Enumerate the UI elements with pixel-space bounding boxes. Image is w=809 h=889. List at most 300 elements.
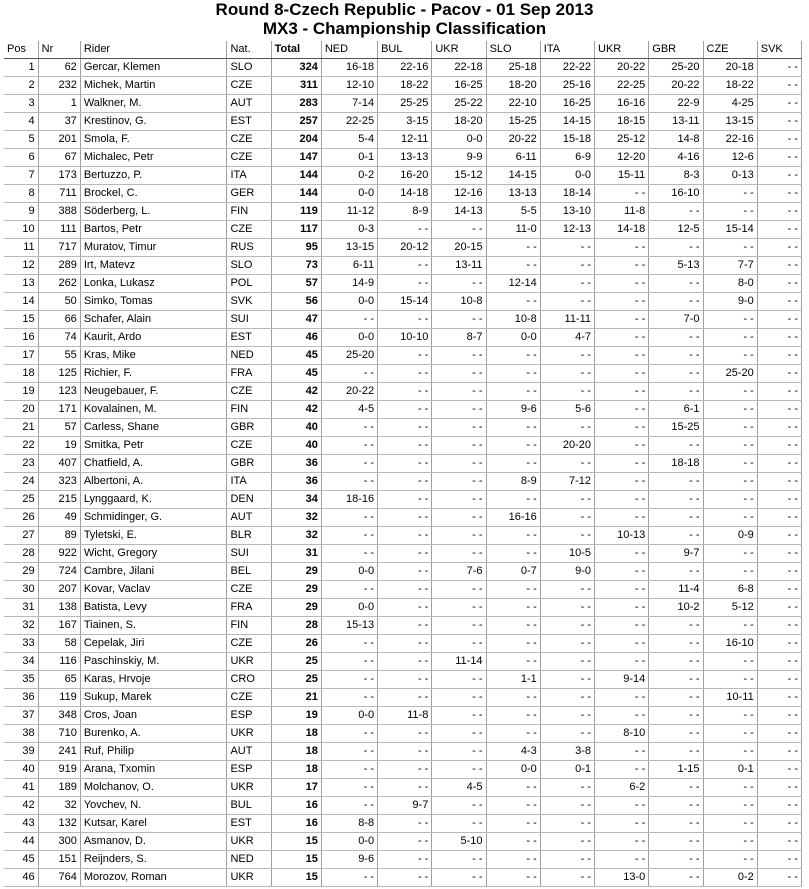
cell-rider: Arana, Txomin [80,761,227,779]
table-row [4,491,802,509]
cell-nr: 764 [38,869,80,887]
cell-bul: - - [378,311,432,329]
cell-ukr: 0-0 [432,131,486,149]
cell-total: 15 [271,833,321,851]
cell-bul: - - [378,527,432,545]
cell-cze: - - [703,617,757,635]
cell-ned: 25-20 [321,347,377,365]
cell-gbr: 13-11 [649,113,703,131]
cell-bul: - - [378,815,432,833]
cell-cze: - - [703,491,757,509]
cell-total: 117 [271,221,321,239]
cell-ukr-2: 15-11 [595,167,649,185]
cell-ukr: - - [432,365,486,383]
cell-ukr-2: 18-15 [595,113,649,131]
cell-nat: GBR [227,419,271,437]
cell-pos: 21 [4,419,38,437]
cell-total: 73 [271,257,321,275]
cell-rider: Kovalainen, M. [80,401,227,419]
cell-gbr: 25-20 [649,59,703,77]
cell-slo: 10-8 [486,311,540,329]
cell-svk: - - [757,59,801,77]
cell-slo: - - [486,527,540,545]
cell-pos: 18 [4,365,38,383]
cell-ita: 13-10 [540,203,594,221]
cell-svk: - - [757,95,801,113]
cell-ukr-2: - - [595,401,649,419]
cell-nr: 119 [38,689,80,707]
cell-ukr-2: - - [595,635,649,653]
cell-rider: Michalec, Petr [80,149,227,167]
cell-ned: 9-6 [321,851,377,869]
cell-ned: 20-22 [321,383,377,401]
cell-nat: SUI [227,311,271,329]
cell-ned: - - [321,509,377,527]
cell-slo: 11-0 [486,221,540,239]
cell-ita: - - [540,815,594,833]
cell-pos: 24 [4,473,38,491]
cell-ita: - - [540,671,594,689]
cell-ukr: - - [432,221,486,239]
cell-ukr-2: - - [595,653,649,671]
cell-cze: 8-0 [703,275,757,293]
table-row [4,131,802,149]
cell-ukr-2: - - [595,707,649,725]
cell-bul: - - [378,545,432,563]
cell-ita: - - [540,509,594,527]
cell-gbr: - - [649,437,703,455]
cell-slo: - - [486,383,540,401]
cell-ukr: 20-15 [432,239,486,257]
cell-gbr: - - [649,653,703,671]
cell-ned: 0-3 [321,221,377,239]
cell-nr: 37 [38,113,80,131]
cell-ukr: - - [432,311,486,329]
cell-ita: 0-1 [540,761,594,779]
cell-total: 17 [271,779,321,797]
cell-slo: - - [486,365,540,383]
cell-gbr: - - [649,383,703,401]
cell-svk: - - [757,149,801,167]
cell-ukr: 22-18 [432,59,486,77]
cell-ned: 0-0 [321,185,377,203]
cell-bul: - - [378,581,432,599]
cell-gbr: 18-18 [649,455,703,473]
cell-nr: 262 [38,275,80,293]
cell-rider: Wicht, Gregory [80,545,227,563]
cell-bul: - - [378,761,432,779]
cell-cze: - - [703,851,757,869]
cell-total: 18 [271,725,321,743]
cell-total: 19 [271,707,321,725]
cell-nr: 116 [38,653,80,671]
cell-slo: 18-20 [486,77,540,95]
cell-pos: 4 [4,113,38,131]
col-header-gbr: GBR [649,41,703,59]
cell-pos: 16 [4,329,38,347]
cell-ukr-2: 6-2 [595,779,649,797]
cell-total: 29 [271,563,321,581]
cell-rider: Tiainen, S. [80,617,227,635]
table-row [4,203,802,221]
cell-rider: Morozov, Roman [80,869,227,887]
cell-nat: ITA [227,167,271,185]
cell-svk: - - [757,851,801,869]
table-row [4,635,802,653]
cell-cze: - - [703,419,757,437]
cell-svk: - - [757,275,801,293]
cell-bul: 22-16 [378,59,432,77]
cell-rider: Bartos, Petr [80,221,227,239]
cell-nr: 922 [38,545,80,563]
cell-ned: 0-0 [321,329,377,347]
cell-nat: CZE [227,437,271,455]
cell-ukr-2: - - [595,365,649,383]
classification-table [4,41,802,887]
cell-pos: 7 [4,167,38,185]
cell-total: 40 [271,437,321,455]
cell-nat: RUS [227,239,271,257]
cell-svk: - - [757,167,801,185]
cell-nat: EST [227,113,271,131]
table-row [4,347,802,365]
cell-nr: 62 [38,59,80,77]
cell-rider: Schafer, Alain [80,311,227,329]
cell-cze: - - [703,455,757,473]
cell-ukr: 16-25 [432,77,486,95]
cell-gbr: 7-0 [649,311,703,329]
cell-total: 36 [271,455,321,473]
cell-bul: - - [378,383,432,401]
cell-ukr-2: 14-18 [595,221,649,239]
cell-svk: - - [757,293,801,311]
cell-gbr: 1-15 [649,761,703,779]
cell-slo: - - [486,581,540,599]
cell-nr: 111 [38,221,80,239]
cell-svk: - - [757,527,801,545]
col-header-ukr-2: UKR [595,41,649,59]
cell-cze: 9-0 [703,293,757,311]
cell-ukr-2: 13-0 [595,869,649,887]
cell-rider: Bertuzzo, P. [80,167,227,185]
cell-nat: POL [227,275,271,293]
cell-nat: FRA [227,365,271,383]
cell-ukr-2: 9-14 [595,671,649,689]
cell-ukr-2: - - [595,689,649,707]
table-row [4,59,802,77]
cell-ned: 13-15 [321,239,377,257]
cell-pos: 43 [4,815,38,833]
cell-nat: DEN [227,491,271,509]
cell-ned: 0-0 [321,833,377,851]
cell-rider: Michek, Martin [80,77,227,95]
cell-ukr: - - [432,689,486,707]
cell-ned: - - [321,779,377,797]
cell-rider: Cepelak, Jiri [80,635,227,653]
cell-ukr-2: 10-13 [595,527,649,545]
cell-nat: ESP [227,707,271,725]
cell-total: 45 [271,347,321,365]
cell-rider: Albertoni, A. [80,473,227,491]
cell-ukr: 15-12 [432,167,486,185]
cell-svk: - - [757,833,801,851]
cell-cze: - - [703,239,757,257]
cell-pos: 45 [4,851,38,869]
cell-svk: - - [757,707,801,725]
cell-cze: - - [703,203,757,221]
cell-gbr: 5-13 [649,257,703,275]
cell-rider: Söderberg, L. [80,203,227,221]
cell-total: 311 [271,77,321,95]
cell-nr: 55 [38,347,80,365]
cell-pos: 36 [4,689,38,707]
cell-ita: - - [540,707,594,725]
cell-cze: - - [703,563,757,581]
cell-nr: 32 [38,797,80,815]
cell-cze: - - [703,347,757,365]
cell-ned: - - [321,455,377,473]
cell-gbr: 15-25 [649,419,703,437]
cell-ita: 10-5 [540,545,594,563]
cell-ukr-2: 16-16 [595,95,649,113]
cell-nat: UKR [227,653,271,671]
cell-bul: 14-18 [378,185,432,203]
cell-ukr-2: 12-20 [595,149,649,167]
cell-rider: Smola, F. [80,131,227,149]
cell-bul: - - [378,437,432,455]
cell-cze: - - [703,779,757,797]
cell-ukr: 14-13 [432,203,486,221]
cell-ned: - - [321,437,377,455]
cell-nr: 711 [38,185,80,203]
cell-total: 257 [271,113,321,131]
cell-slo: - - [486,545,540,563]
cell-svk: - - [757,635,801,653]
cell-ukr: - - [432,383,486,401]
table-row [4,437,802,455]
cell-nr: 388 [38,203,80,221]
cell-cze: - - [703,545,757,563]
cell-cze: 12-6 [703,149,757,167]
cell-slo: 25-18 [486,59,540,77]
cell-rider: Kutsar, Karel [80,815,227,833]
cell-nat: SUI [227,545,271,563]
cell-ita: 7-12 [540,473,594,491]
cell-rider: Asmanov, D. [80,833,227,851]
cell-total: 57 [271,275,321,293]
cell-pos: 29 [4,563,38,581]
cell-gbr: 12-5 [649,221,703,239]
cell-nat: CZE [227,77,271,95]
cell-nr: 89 [38,527,80,545]
cell-rider: Reijnders, S. [80,851,227,869]
cell-ukr-2: - - [595,329,649,347]
cell-bul: - - [378,725,432,743]
cell-pos: 30 [4,581,38,599]
cell-gbr: - - [649,563,703,581]
cell-rider: Lonka, Lukasz [80,275,227,293]
cell-pos: 2 [4,77,38,95]
cell-pos: 33 [4,635,38,653]
table-row [4,167,802,185]
cell-ita: - - [540,779,594,797]
table-row [4,455,802,473]
table-row [4,563,802,581]
cell-ukr-2: - - [595,851,649,869]
cell-gbr: 8-3 [649,167,703,185]
cell-nr: 189 [38,779,80,797]
cell-ita: - - [540,455,594,473]
cell-nr: 300 [38,833,80,851]
cell-slo: - - [486,653,540,671]
cell-bul: - - [378,635,432,653]
cell-ukr-2: - - [595,473,649,491]
cell-total: 25 [271,653,321,671]
cell-slo: 9-6 [486,401,540,419]
cell-bul: 20-12 [378,239,432,257]
table-row [4,797,802,815]
cell-ukr: 7-6 [432,563,486,581]
cell-slo: 0-0 [486,761,540,779]
cell-nat: CZE [227,635,271,653]
cell-svk: - - [757,689,801,707]
cell-nr: 57 [38,419,80,437]
cell-ukr-2: - - [595,437,649,455]
cell-ita: - - [540,689,594,707]
cell-rider: Walkner, M. [80,95,227,113]
cell-gbr: - - [649,329,703,347]
cell-pos: 12 [4,257,38,275]
cell-ita: - - [540,491,594,509]
cell-rider: Yovchev, N. [80,797,227,815]
cell-pos: 39 [4,743,38,761]
cell-svk: - - [757,113,801,131]
cell-pos: 38 [4,725,38,743]
cell-ukr: 18-20 [432,113,486,131]
cell-ukr-2: - - [595,833,649,851]
cell-nat: FIN [227,617,271,635]
cell-ita: - - [540,419,594,437]
cell-rider: Burenko, A. [80,725,227,743]
cell-nr: 50 [38,293,80,311]
cell-bul: - - [378,473,432,491]
cell-cze: - - [703,743,757,761]
col-header-slo: SLO [486,41,540,59]
cell-cze: - - [703,437,757,455]
cell-nr: 74 [38,329,80,347]
cell-total: 21 [271,689,321,707]
cell-slo: - - [486,437,540,455]
cell-ita: - - [540,581,594,599]
cell-slo: 4-3 [486,743,540,761]
cell-total: 46 [271,329,321,347]
cell-ned: - - [321,527,377,545]
table-row [4,383,802,401]
cell-ned: - - [321,581,377,599]
cell-cze: - - [703,185,757,203]
cell-ned: - - [321,311,377,329]
table-row [4,473,802,491]
cell-nr: 710 [38,725,80,743]
cell-cze: 6-8 [703,581,757,599]
cell-bul: - - [378,743,432,761]
cell-ita: - - [540,365,594,383]
cell-ita: 14-15 [540,113,594,131]
cell-total: 29 [271,599,321,617]
col-header-nr: Nr [38,41,80,59]
table-row [4,365,802,383]
cell-rider: Paschinskiy, M. [80,653,227,671]
cell-total: 15 [271,851,321,869]
cell-cze: 5-12 [703,599,757,617]
cell-svk: - - [757,563,801,581]
cell-slo: - - [486,635,540,653]
table-row [4,311,802,329]
col-header-ned: NED [321,41,377,59]
cell-pos: 31 [4,599,38,617]
cell-svk: - - [757,869,801,887]
cell-gbr: - - [649,203,703,221]
cell-ukr: - - [432,581,486,599]
cell-ukr: 11-14 [432,653,486,671]
cell-ukr: - - [432,815,486,833]
cell-bul: 12-11 [378,131,432,149]
cell-rider: Irt, Matevz [80,257,227,275]
cell-nr: 215 [38,491,80,509]
cell-gbr: - - [649,239,703,257]
cell-ukr-2: 11-8 [595,203,649,221]
cell-nr: 65 [38,671,80,689]
cell-ita: - - [540,653,594,671]
cell-cze: 18-22 [703,77,757,95]
cell-slo: - - [486,455,540,473]
cell-ita: 6-9 [540,149,594,167]
cell-ukr-2: - - [595,545,649,563]
cell-gbr: - - [649,671,703,689]
cell-cze: - - [703,707,757,725]
cell-ukr: - - [432,599,486,617]
cell-ukr: 25-22 [432,95,486,113]
table-row [4,185,802,203]
cell-pos: 37 [4,707,38,725]
cell-cze: 10-11 [703,689,757,707]
cell-total: 147 [271,149,321,167]
cell-ita: 5-6 [540,401,594,419]
cell-ita: 4-7 [540,329,594,347]
cell-svk: - - [757,347,801,365]
cell-slo: - - [486,815,540,833]
cell-ita: 12-13 [540,221,594,239]
cell-ukr-2: 20-22 [595,59,649,77]
cell-gbr: - - [649,797,703,815]
cell-total: 34 [271,491,321,509]
col-header-cze: CZE [703,41,757,59]
cell-pos: 1 [4,59,38,77]
cell-total: 144 [271,167,321,185]
cell-bul: 13-13 [378,149,432,167]
cell-bul: - - [378,455,432,473]
cell-total: 42 [271,401,321,419]
cell-ned: 0-0 [321,707,377,725]
cell-ita: 25-16 [540,77,594,95]
cell-gbr: - - [649,347,703,365]
cell-ned: - - [321,797,377,815]
cell-rider: Cambre, Jilani [80,563,227,581]
cell-ukr: - - [432,491,486,509]
table-row [4,509,802,527]
cell-bul: - - [378,833,432,851]
cell-ukr: 4-5 [432,779,486,797]
